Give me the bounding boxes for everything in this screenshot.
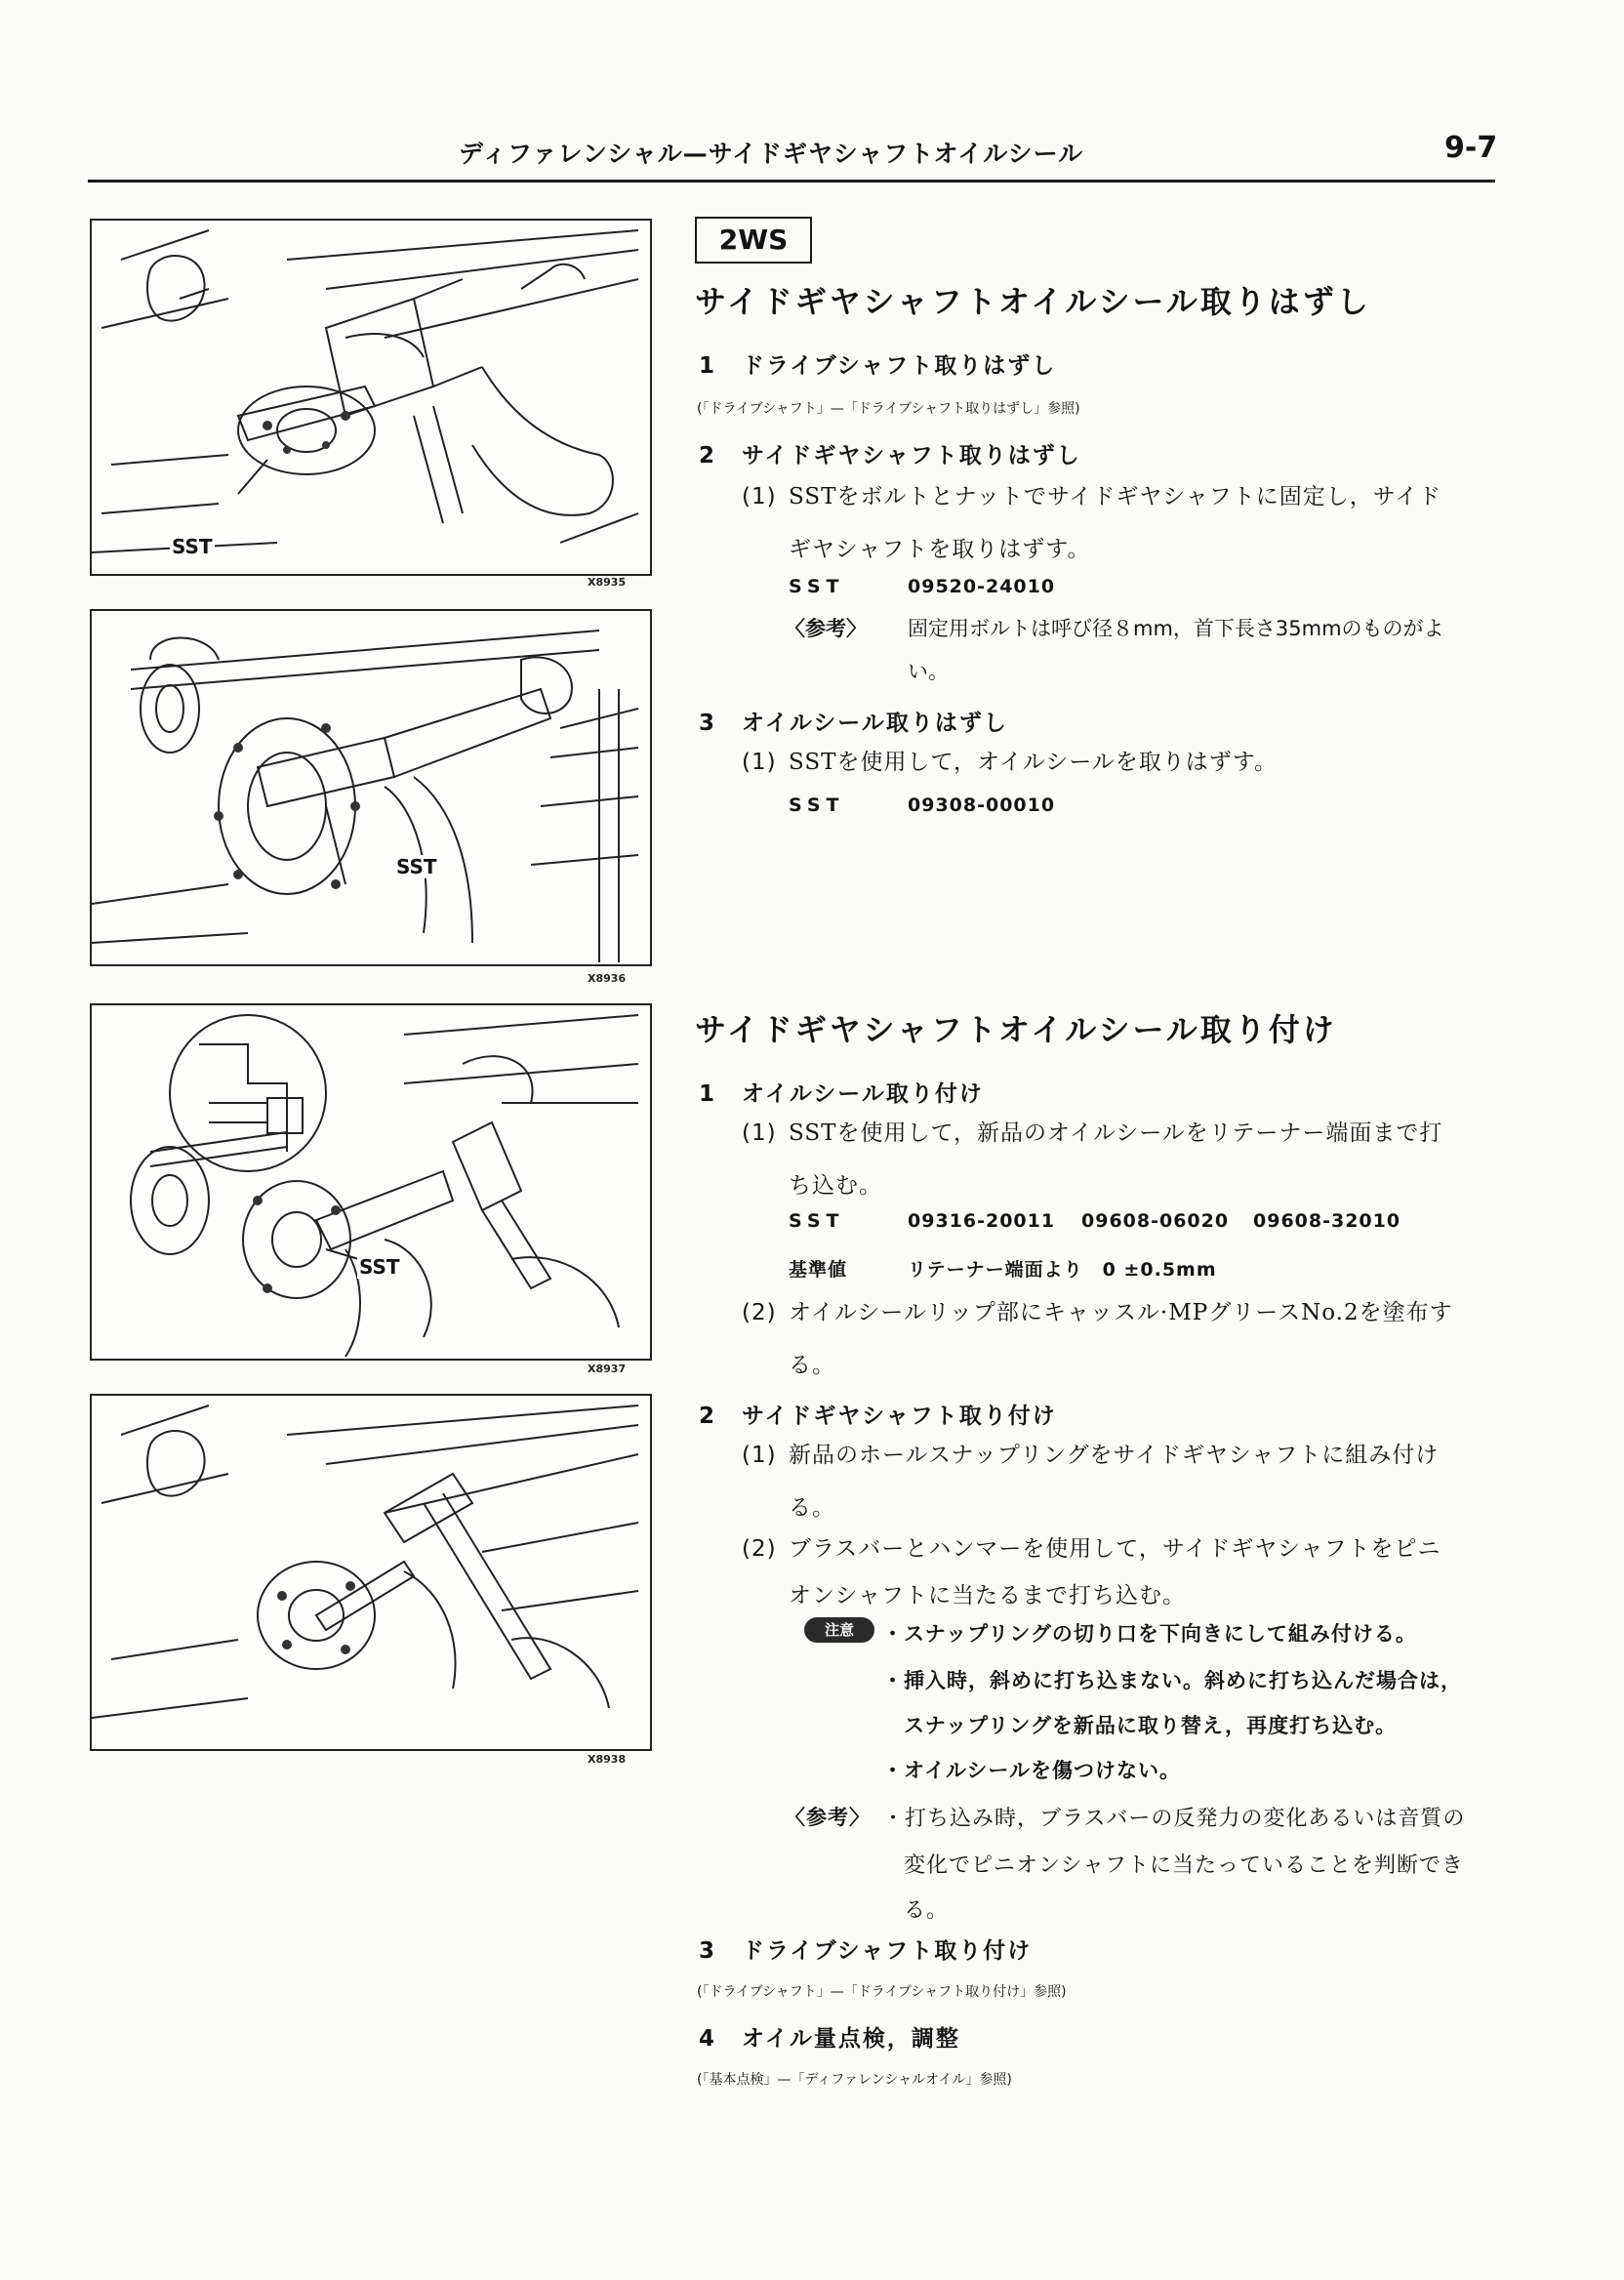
sst-label: SST bbox=[789, 1210, 845, 1232]
removal-heading: サイドギヤシャフトオイルシール取りはずし bbox=[695, 283, 1371, 320]
install-step-4 bbox=[699, 2020, 960, 2053]
substep-line: る。 bbox=[789, 1353, 835, 1378]
sst-part-number: 09308-00010 bbox=[908, 794, 1056, 816]
substep-text bbox=[742, 738, 1278, 787]
caution-item: スナップリングを新品に取り替え，再度打ち込む。 bbox=[904, 1714, 1398, 1737]
caution-item: ・オイルシールを傷つけない。 bbox=[882, 1759, 1182, 1782]
caution-badge: 注意 bbox=[804, 1617, 874, 1643]
note-text: 固定用ボルトは呼び径８mm，首下長さ35mmのものがよ bbox=[908, 617, 1444, 640]
sst-part-number: 09520-24010 bbox=[908, 576, 1056, 597]
page-header-title: ディファレンシャル—サイドギヤシャフトオイルシール bbox=[459, 140, 1084, 168]
page-number: 9-7 bbox=[1444, 131, 1498, 165]
substep-line: る。 bbox=[789, 1495, 835, 1521]
step-number: 2 bbox=[699, 443, 717, 468]
substep-text bbox=[742, 1288, 1453, 1337]
illustration-oil-seal-driver bbox=[92, 1005, 650, 1359]
note-text: 変化でピニオンシャフトに当たっていることを判断でき bbox=[904, 1853, 1465, 1878]
substep-number: (1) bbox=[742, 1120, 777, 1146]
figure-code: X8937 bbox=[588, 1363, 627, 1375]
step-title: オイル量点検，調整 bbox=[742, 2026, 960, 2052]
step-title: オイルシール取りはずし bbox=[742, 711, 1008, 736]
substep-number: (2) bbox=[742, 1300, 777, 1325]
sst-part-number: 09608-06020 bbox=[1081, 1210, 1230, 1232]
sst-label: SST bbox=[789, 576, 845, 597]
figure-code: X8935 bbox=[588, 576, 627, 589]
sst-callout: SST bbox=[396, 855, 437, 878]
step-number: 1 bbox=[699, 353, 717, 379]
substep-line: 新品のホールスナップリングをサイドギヤシャフトに組み付け bbox=[789, 1443, 1440, 1468]
reference-note: (「ドライブシャフト」—「ドライブシャフト取り付け」参照) bbox=[697, 1984, 1067, 2000]
step-number: 2 bbox=[699, 1404, 717, 1429]
figure-oil-seal-installation bbox=[90, 1003, 652, 1361]
substep-line: SSTを使用して，オイルシールを取りはずす。 bbox=[789, 750, 1278, 775]
reference-note: (「ドライブシャフト」—「ドライブシャフト取りはずし」参照) bbox=[697, 401, 1080, 417]
substep-line: SSTを使用して，新品のオイルシールをリテーナー端面まで打 bbox=[789, 1120, 1443, 1146]
step-number: 3 bbox=[699, 711, 717, 736]
figure-oil-seal-removal bbox=[90, 609, 652, 966]
figure-code: X8938 bbox=[588, 1753, 627, 1766]
substep-text bbox=[742, 472, 1441, 521]
substep-line: ギヤシャフトを取りはずす。 bbox=[789, 537, 1091, 562]
standard-value: リテーナー端面より 0 ±0.5mm bbox=[908, 1259, 1217, 1281]
figure-sst-side-gear-removal bbox=[90, 219, 652, 576]
header-rule bbox=[88, 180, 1495, 183]
sst-part-number: 09608-32010 bbox=[1253, 1210, 1401, 1232]
substep-line: ブラスバーとハンマーを使用して，サイドギヤシャフトをピニ bbox=[789, 1536, 1441, 1562]
reference-note: (「基本点検」—「ディファレンシャルオイル」参照) bbox=[697, 2072, 1012, 2088]
substep-number: (1) bbox=[742, 750, 777, 775]
install-heading: サイドギヤシャフトオイルシール取り付け bbox=[695, 1011, 1337, 1048]
caution-item: ・スナップリングの切り口を下向きにして組み付ける。 bbox=[882, 1622, 1417, 1646]
substep-number: (1) bbox=[742, 484, 777, 509]
step-title: サイドギヤシャフト取り付け bbox=[742, 1404, 1057, 1429]
note-text: ・打ち込み時，ブラスバーの反発力の変化あるいは音質の bbox=[882, 1807, 1466, 1831]
step-title: ドライブシャフト取りはずし bbox=[742, 353, 1057, 379]
step-number: 3 bbox=[699, 1938, 717, 1964]
substep-line: オイルシールリップ部にキャッスル·MPグリースNo.2を塗布す bbox=[789, 1300, 1453, 1325]
note-label: 〈参考〉 bbox=[785, 1806, 871, 1829]
substep-line: オンシャフトに当たるまで打ち込む。 bbox=[789, 1583, 1186, 1608]
figure-code: X8936 bbox=[588, 972, 627, 985]
substep-line: SSTをボルトとナットでサイドギヤシャフトに固定し，サイド bbox=[789, 484, 1442, 509]
substep-line: ち込む。 bbox=[789, 1173, 882, 1199]
figure-side-gear-shaft-installation bbox=[90, 1394, 652, 1751]
substep-number: (2) bbox=[742, 1536, 777, 1562]
step-title: サイドギヤシャフト取りはずし bbox=[742, 443, 1081, 468]
caution-item: ・挿入時，斜めに打ち込まない。斜めに打ち込んだ場合は， bbox=[882, 1669, 1462, 1692]
sst-callout: SST bbox=[359, 1255, 400, 1279]
step-title: ドライブシャフト取り付け bbox=[742, 1938, 1033, 1964]
install-step-3 bbox=[699, 1933, 1032, 1965]
note-label: 〈参考〉 bbox=[785, 617, 867, 640]
note-text: い。 bbox=[908, 660, 949, 683]
removal-step-3 bbox=[699, 705, 1008, 737]
substep-number: (1) bbox=[742, 1443, 777, 1468]
substep-text bbox=[742, 1525, 1441, 1573]
removal-step-1 bbox=[699, 347, 1056, 380]
step-number: 1 bbox=[699, 1081, 717, 1107]
substep-text bbox=[742, 1431, 1439, 1480]
illustration-oil-seal-puller bbox=[92, 611, 650, 964]
removal-step-2 bbox=[699, 437, 1081, 469]
substep-text bbox=[742, 1109, 1442, 1158]
illustration-brass-bar-and-hammer bbox=[92, 1396, 650, 1749]
standard-value-label: 基準値 bbox=[789, 1259, 848, 1281]
install-step-1 bbox=[699, 1076, 984, 1108]
install-step-2 bbox=[699, 1398, 1057, 1430]
step-number: 4 bbox=[699, 2026, 717, 2052]
drive-type-badge: 2WS bbox=[695, 217, 812, 264]
step-title: オイルシール取り付け bbox=[742, 1081, 984, 1107]
illustration-sst-bolted-to-flange bbox=[92, 221, 650, 574]
sst-label: SST bbox=[789, 794, 845, 816]
sst-part-number: 09316-20011 bbox=[908, 1210, 1056, 1232]
sst-callout: SST bbox=[172, 535, 213, 558]
note-text: る。 bbox=[904, 1898, 950, 1923]
